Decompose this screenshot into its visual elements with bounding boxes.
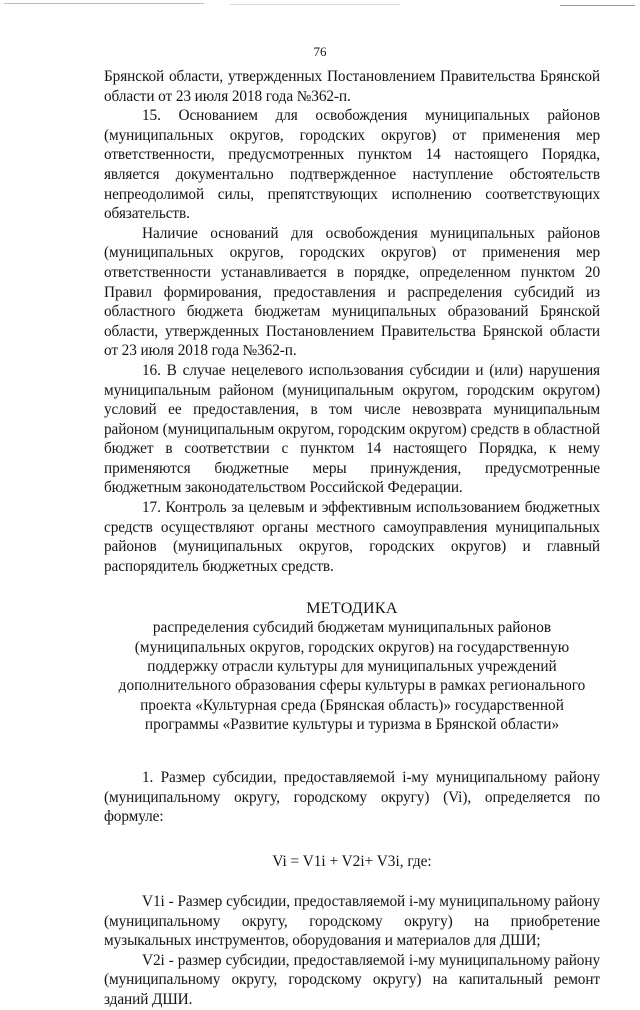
methodology-title: МЕТОДИКА bbox=[306, 600, 398, 618]
subsidy-formula: Vi = V1i + V2i+ V3i, где: bbox=[272, 853, 432, 870]
scan-edge-marks bbox=[0, 0, 640, 8]
document-body bbox=[104, 67, 600, 1010]
page-number: 76 bbox=[313, 44, 327, 59]
methodology-subtitle: распределения субсидий бюджетам муниципальных районов (муниципальных округов, городских округов) на государственную поддержку отрасли культуры для муниципальных учреждений дополнительного образования сферы культуры в рамках регионального проекта «Культурная среда (Брянская область)» государственной программы «Развитие культуры и туризма в Брянской области» bbox=[118, 619, 586, 733]
definition-v2i: V2i - размер субсидии, предоставляемой i-му муниципальному району (муниципальному округу, городскому округу) на капитальный ремонт зданий ДШИ. bbox=[104, 951, 600, 1008]
scan-line bbox=[4, 3, 204, 4]
paragraph-continuation: Брянской области, утвержденных Постановлением Правительства Брянской области от 23 июля 2018 года №362-п. bbox=[104, 68, 600, 105]
scan-line bbox=[230, 4, 400, 5]
paragraph-clause-1: 1. Размер субсидии, предоставляемой i-му муниципальному району (муниципальному округу, городскому округу) (Vi), определяется по формуле: bbox=[104, 769, 600, 826]
methodology-heading bbox=[104, 599, 600, 734]
scan-line bbox=[560, 5, 635, 6]
paragraph-clause-15: 15. Основанием для освобождения муниципальных районов (муниципальных округов, городских округов) от применения мер ответственности, предусмотренных пунктом 14 настоящего Порядка, является документально подтвержденное наступление обстоятельств непреодолимой силы, препятствующих исполнению соответствующих обязательств. bbox=[104, 107, 600, 223]
paragraph-grounds-exemption: Наличие оснований для освобождения муниципальных районов (муниципальных округов, городских округов) от применения мер ответственности устанавливается в порядке, определенном пунктом 20 Правил формирования, предоставления и распределения субсидий из областного бюджета бюджетам муниципальных образований Брянской области, утвержденных Постановлением Правительства Брянской области от 23 июля 2018 года №362-п. bbox=[104, 224, 600, 360]
definition-v1i: V1i - Размер субсидии, предоставляемой i-му муниципальному району (муниципальному округу, городскому округу) на приобретение музыкальных инструментов, оборудования и материалов для ДШИ; bbox=[104, 893, 600, 950]
paragraph-clause-16: 16. В случае нецелевого использования субсидии и (или) нарушения муниципальным районом (муниципальным округом, городским округом) условий ее предоставления, в том числе невозврата муниципальным районом (муниципальным округом, городским округом) средств в областной бюджет в соответствии с пунктом 14 настоящего Порядка, к нему применяются бюджетные меры принуждения, предусмотренные бюджетным законодательством Российской Федерации. bbox=[104, 361, 600, 497]
paragraph-clause-17: 17. Контроль за целевым и эффективным использованием бюджетных средств осуществляют органы местного самоуправления муниципальных районов (муниципальных округов, городских округов) и главный распорядитель бюджетных средств. bbox=[104, 499, 600, 575]
